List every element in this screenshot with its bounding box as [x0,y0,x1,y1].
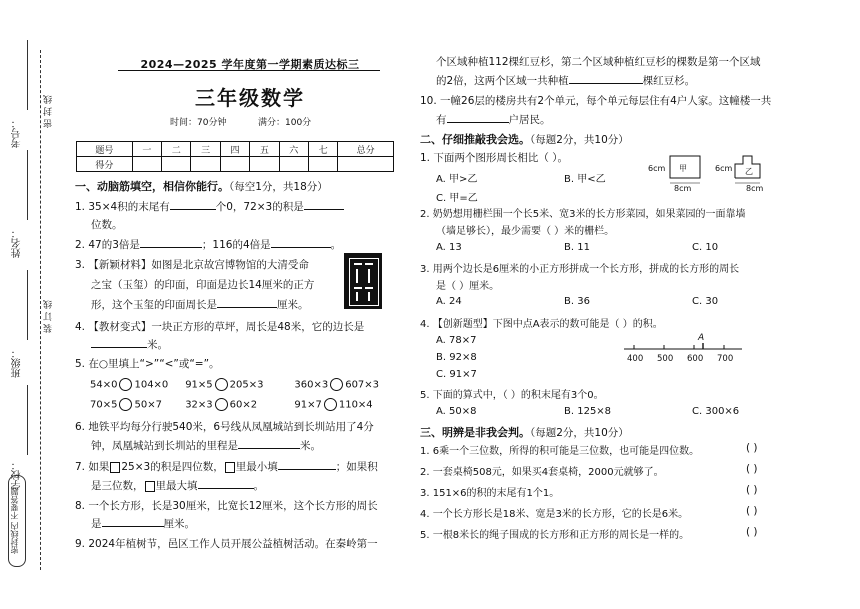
compare-right: 60×2 [229,399,258,411]
option-b[interactable]: B. 92×8 [436,352,477,363]
compare-left: 91×5 [185,379,213,391]
score-table-header-row [77,142,394,157]
score-input-cell[interactable] [132,157,161,172]
compare-left: 360×3 [294,379,329,391]
score-table-cell: 四 [220,142,249,157]
class-label: 班级： [12,348,23,378]
compare-circle[interactable] [119,398,132,411]
question-text: 个0，72×3的积是 [215,201,304,213]
tick-label-700: 700 [717,354,734,364]
judge-answer-3[interactable]: ( ) [746,484,758,496]
question-text: 钟，凤凰城站到长圳站的里程是 [91,440,238,452]
seal-stroke [354,287,362,289]
score-table-cell: 一 [132,142,161,157]
question-3-line2: 之宝（玉玺）的印面，印面是边长14厘米的正方 [91,279,315,291]
dim-6cm-yi: 6cm [715,164,733,173]
score-table-cell: 二 [162,142,191,157]
name-line [27,150,28,220]
judge-question-3: 3. 151×6的积的末尾有1个1。 [420,488,560,499]
compare-item [185,398,291,411]
binding-margin [0,0,60,609]
option-a[interactable]: A. 24 [436,296,462,307]
score-table-cell: 五 [250,142,279,157]
answer-blank[interactable] [278,458,336,470]
compare-circle[interactable] [324,398,337,411]
notice-box: 密封线内 不要答题 [8,475,26,567]
name-label: 姓名： [12,228,23,258]
compare-item [90,378,182,391]
judge-answer-5[interactable]: ( ) [746,526,758,538]
score-input-cell[interactable] [338,157,394,172]
option-b[interactable]: B. 125×8 [564,406,612,417]
answer-blank[interactable] [198,477,254,489]
question-6: 6. 地铁平均每分行驶540米，6号线从凤凰城站到长圳站用了4分 [75,421,374,433]
compare-right: 110×4 [338,399,373,411]
answer-blank[interactable] [140,236,202,248]
option-c[interactable]: C. 300×6 [692,406,740,417]
compare-item [90,398,182,411]
choice-question-4: 4. 【创新题型】下图中点A表示的数可能是（ ）的积。 [420,319,663,330]
score-table-cell: 得分 [77,157,133,172]
question-text: ；116的4倍是 [201,239,271,251]
judge-question-2: 2. 一套桌椅508元，如果买4套桌椅，2000元就够了。 [420,467,664,478]
school-label: 学校： [12,460,23,490]
section1-title: 一、动脑筋填空，相信你能行。 [75,180,229,193]
compare-left: 91×7 [294,399,322,411]
dim-6cm-jia: 6cm [648,164,666,173]
tick-label-500: 500 [657,354,674,364]
question-text: 里最大填 [155,480,198,492]
question-4-cont [91,336,421,355]
question-7-cont [91,477,421,496]
question-text: 1. 35×4积的末尾有 [75,201,170,213]
score-table-cell: 总分 [338,142,394,157]
question-text: 的2倍，这两个区域一共种植 [436,75,569,87]
score-table-cell: 七 [308,142,337,157]
question-10: 10. 一幢26层的楼房共有2个单元，每个单元每层住有4户人家。这幢楼一共 [420,95,772,107]
judge-question-4: 4. 一个长方形长是18米、宽是3米的长方形，它的长是6米。 [420,509,689,520]
jade-seal-image [344,253,382,309]
seal-stroke [354,263,362,265]
section1-points: （每空1分，共18分） [229,181,328,193]
question-9-line2: 个区域种植112棵红豆杉，第二个区域种植红豆杉的棵数是第一个区域 [436,56,761,68]
section2-title: 二、仔细推敲我会选。 [420,133,530,146]
compare-item [185,378,291,391]
option-a[interactable]: A. 甲>乙 [436,174,478,185]
option-c[interactable]: C. 10 [692,242,719,253]
score-input-cell[interactable] [250,157,279,172]
seal-stroke [356,269,358,283]
option-a[interactable]: A. 78×7 [436,335,477,346]
question-text: ；如果积 [335,461,378,473]
title-underline [118,70,380,71]
question-text: 厘米。 [163,518,195,530]
score-table-score-row [77,157,394,172]
option-b[interactable]: B. 甲<乙 [564,174,606,185]
question-1-cont: 位数。 [91,219,123,231]
section2-heading [420,130,800,150]
answer-blank[interactable] [304,198,344,210]
question-6-cont [91,437,421,456]
exam-no-line [27,40,28,110]
question-4: 4. 【教材变式】一块正方形的草坪，周长是48米，它的边长是 [75,321,365,333]
answer-blank[interactable] [447,111,509,123]
compare-row-2 [90,398,373,411]
digit-box[interactable] [225,462,235,473]
compare-circle[interactable] [215,378,228,391]
question-9: 9. 2024年植树节，邑区工作人员开展公益植树活动。在秦岭第一 [75,538,378,550]
school-line [27,385,28,455]
score-input-cell[interactable] [162,157,191,172]
seal-border [349,258,379,306]
choice-question-3-cont: 是（ ）厘米。 [436,281,500,292]
question-text: 是三位数， [91,480,144,492]
question-8-cont [91,515,421,534]
option-c[interactable]: C. 30 [692,296,719,307]
class-line [27,270,28,340]
section3-heading [420,423,800,443]
question-text: 。 [330,239,342,251]
seal-stroke [356,292,358,301]
compare-circle[interactable] [215,398,228,411]
seal-stroke [365,287,373,289]
question-text: 棵红豆杉。 [642,75,696,87]
tick-label-400: 400 [627,354,644,364]
compare-right: 50×7 [134,399,162,411]
question-3-line3 [91,296,361,315]
answer-blank[interactable] [569,72,643,84]
question-text: 户居民。 [508,114,551,126]
option-b[interactable]: B. 11 [564,242,590,253]
digit-box[interactable] [145,481,155,492]
compare-left: 54×0 [90,379,118,391]
question-text: 里最小填 [235,461,278,473]
score-table-cell: 三 [191,142,220,157]
choice-question-2-cont: （墙足够长），最少需要（ ）米的栅栏。 [436,226,615,237]
compare-right: 104×0 [134,379,169,391]
option-a[interactable]: A. 13 [436,242,462,253]
section3-title: 三、明辨是非我会判。 [420,426,530,439]
score-input-cell[interactable] [191,157,220,172]
question-text: 是 [91,518,102,530]
point-a-label: A [698,333,705,343]
choice-question-2: 2. 奶奶想用栅栏围一个长5米、宽3米的长方形菜园，如果菜园的一面靠墙 [420,209,746,220]
compare-circle[interactable] [330,378,343,391]
tick-label-600: 600 [687,354,704,364]
answer-blank[interactable] [238,437,300,449]
exam-full-score: 满分：100分 [258,118,312,128]
answer-blank[interactable] [217,296,277,308]
compare-left: 32×3 [185,399,213,411]
judge-answer-1[interactable]: ( ) [746,442,758,454]
exam-time: 时间：70分钟 [170,118,227,128]
exam-no-label: 考号： [12,118,23,148]
choice-question-5: 5. 下面的算式中，（ ）的积末尾有3个0。 [420,390,604,401]
question-7 [75,458,405,477]
compare-right: 607×3 [345,379,380,391]
judge-question-1: 1. 6乘一个三位数，所得的积可能是三位数，也可能是四位数。 [420,446,700,457]
question-text: 2. 47的3倍是 [75,239,140,251]
question-text: 米。 [300,440,321,452]
option-c[interactable]: C. 甲=乙 [436,193,478,204]
score-table-cell: 题号 [77,142,133,157]
section3-points: （每题2分，共10分） [530,427,629,439]
dim-8cm-yi: 8cm [746,184,764,193]
digit-box[interactable] [110,462,120,473]
compare-right: 205×3 [229,379,264,391]
compare-item [294,378,379,391]
question-text: 7. 如果 [75,461,110,473]
question-text: 形，这个玉玺的印面周长是 [91,299,217,311]
page-title: 三年级数学 [195,86,305,110]
judge-question-5: 5. 一根8米长的绳子围成的长方形和正方形的周长是一样的。 [420,530,690,541]
shape-jia-label: 甲 [679,164,687,173]
question-10-cont [436,111,816,130]
option-c[interactable]: C. 91×7 [436,369,477,380]
seal-stroke [368,269,370,283]
question-text: 25×3的积是四位数， [121,461,224,473]
question-text: 米。 [147,339,168,351]
compare-left: 70×5 [90,399,118,411]
cut-mark-text: 装 订 线 [44,300,54,333]
question-9-line3 [436,72,816,91]
question-text: 厘米。 [277,299,309,311]
question-5: 5. 在○里填上“>”“<”或“=”。 [75,358,220,370]
exam-series-title: 2024—2025 学年度第一学期素质达标三 [140,58,360,71]
compare-row-1 [90,378,379,391]
question-8: 8. 一个长方形，长是30厘米，比宽长12厘米，这个长方形的周长 [75,500,378,512]
question-text: 有 [436,114,447,126]
seal-line-text: 密 封 线 [44,95,54,128]
cut-line [40,50,41,570]
judge-answer-2[interactable]: ( ) [746,463,758,475]
score-input-cell[interactable] [279,157,308,172]
dim-8cm-jia: 8cm [674,184,692,193]
choice-question-1: 1. 下面两个图形周长相比（ ）。 [420,152,568,164]
seal-stroke [365,263,373,265]
score-input-cell[interactable] [308,157,337,172]
answer-blank[interactable] [102,515,164,527]
option-b[interactable]: B. 36 [564,296,590,307]
section2-points: （每题2分，共10分） [530,134,629,146]
compare-circle[interactable] [119,378,132,391]
question-text: 。 [253,480,264,492]
question-3: 3. 【新颖材料】如图是北京故宫博物馆的大清受命 [75,259,309,271]
answer-blank[interactable] [271,236,331,248]
option-a[interactable]: A. 50×8 [436,406,477,417]
number-line [622,338,746,354]
seal-stroke [368,292,370,301]
answer-blank[interactable] [91,336,147,348]
judge-answer-4[interactable]: ( ) [746,505,758,517]
score-table [76,141,394,172]
choice-question-3: 3. 用两个边长是6厘米的小正方形拼成一个长方形，拼成的长方形的周长 [420,264,740,275]
score-table-cell: 六 [279,142,308,157]
compare-item [294,398,372,411]
answer-blank[interactable] [170,198,216,210]
section1-heading [75,177,405,197]
question-1 [75,198,405,217]
shape-yi-label: 乙 [745,167,753,176]
score-input-cell[interactable] [220,157,249,172]
